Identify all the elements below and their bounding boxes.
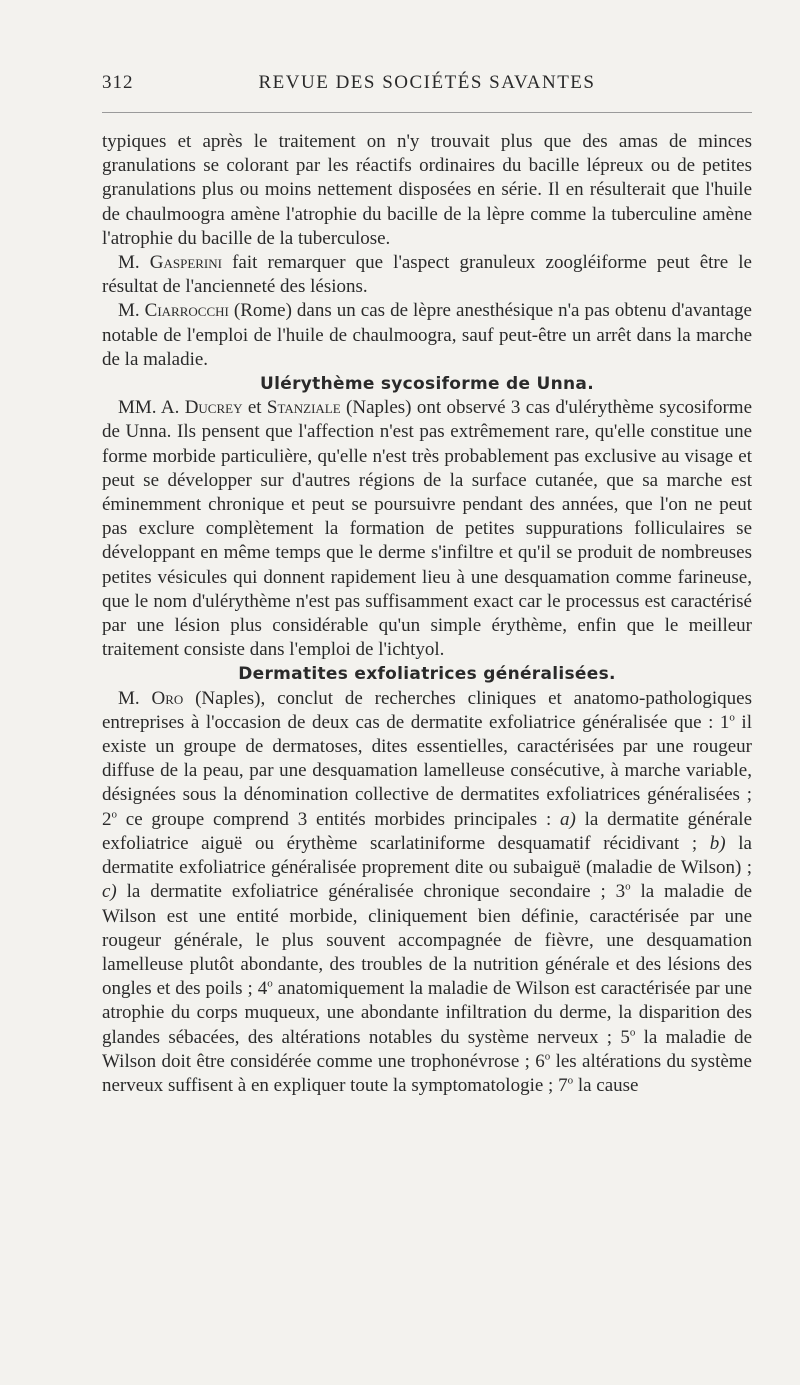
paragraph-ciarrocchi: M. Ciarrocchi (Rome) dans un cas de lèpre anesthésique n'a pas obtenu d'avantage notable de l'emploi de l'huile de chaulmoogra, sauf peut-être un arrêt dans la marche de la maladie. [102,300,752,370]
section-heading-ulerytheme: Ulérythème sycosiforme de Unna. [260,374,594,395]
author-name: Ducrey [184,397,243,419]
paragraph-ducrey-stanziale: MM. A. Ducrey et Stanziale (Naples) ont observé 3 cas d'ulérythème sycosiforme de Unna. Ils pensent que l'affection n'est pas extrêmement rare, qu'elle constitue une forme morbide particulière, qu'elle n'est très probablement pas exclusive au visage et peut se développer sur d'autres régions de la surface cutanée, que sa marche est éminemment chronique et peut se poursuivre pendant des années, que l'on ne peut pas exclure complètement la formation de petites suppurations folliculaires se développant en même temps que le derme s'infiltre et qu'il se produit de nombreuses petites vésicules qui donnent rapidement lieu à une desquamation comme farineuse, que le nom d'ulérythème n'est pas suffisamment exact car le processus est caractérisé par une lésion plus considérable qu'un simple érythème, enfin que le meilleur traitement consiste dans l'emploi de l'ichtyol. [102,397,753,661]
paragraph-continuation: typiques et après le traitement on n'y trouvait plus que des amas de minces granulations se colorant par les réactifs ordinaires du bacille lépreux ou de petites granulations plus ou moins nettement disposées en série. Il en résulterait que l'huile de chaulmoogra amène l'atrophie du bacille de la lèpre comme la tuberculine amène l'atrophie du bacille de la tuberculose. [102,131,752,249]
page-header [102,72,752,100]
section-heading-dermatites: Dermatites exfoliatrices généralisées. [238,664,616,685]
author-name: Ciarrocchi [144,300,229,322]
running-title: REVUE DES SOCIÉTÉS SAVANTES [258,72,596,93]
paragraph-gasperini: M. Gasperini fait remarquer que l'aspect granuleux zoogléiforme peut être le résultat de l'ancienneté des lésions. [102,252,752,298]
paragraph-oro: M. Oro (Naples), conclut de recherches cliniques et anatomo-pathologiques entreprises à l'occasion de deux cas de dermatite exfoliatrice généralisée que : 1$^o$ il existe un groupe de dermatoses, dites essentielles, caractérisées par une rougeur diffuse de la peau, par une desquamation lamelleuse consécutive, à marche variable, désignées sous la dénomination collective de dermatites exfoliatrices généralisées ; 2$^o$ ce groupe comprend 3 entités morbides principales : a) la dermatite générale exfoliatrice aiguë ou érythème scarlatiniforme desquamatif récidivant ; b) la dermatite exfoliatrice généralisée proprement dite ou subaiguë (maladie de Wilson) ; c) la dermatite exfoliatrice généralisée chronique secondaire ; 3$^o$ la maladie de Wilson est une entité morbide, cliniquement bien définie, caractérisée par une rougeur générale, le plus souvent accompagnée de fièvre, une desquamation lamelleuse plutôt abondante, des troubles de la nutrition générale et des lésions des ongles et des poils ; 4$^o$ anatomiquement la maladie de Wilson est caractérisée par une atrophie du corps muqueux, une abondante infiltration du derme, la disparition des glandes sébacées, des altérations notables du système nerveux ; 5$^o$ la maladie de Wilson doit être considérée comme une trophonévrose ; 6$^o$ les altérations du système nerveux suffisent à en expliquer toute la symptomatologie ; 7$^o$ la cause [102,687,752,1096]
article-body [102,130,752,1098]
author-name: Stanziale [266,397,341,419]
author-name: Oro [151,687,184,709]
header-rule [102,112,752,113]
author-name: Gasperini [149,252,222,274]
page-number: 312 [102,72,134,93]
